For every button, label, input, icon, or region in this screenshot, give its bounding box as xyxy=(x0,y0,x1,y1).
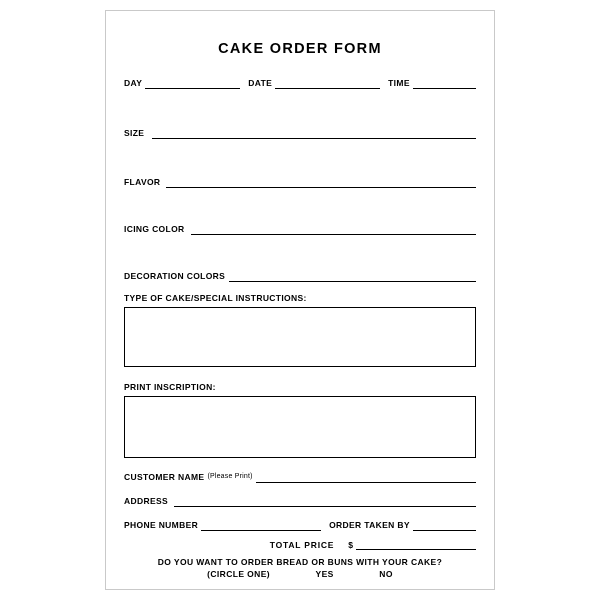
flavor-label: FLAVOR xyxy=(124,177,161,187)
print-inscription-label: PRINT INSCRIPTION: xyxy=(124,382,216,392)
field-row-customer-name xyxy=(124,467,476,483)
phone-number-label: PHONE NUMBER xyxy=(124,520,199,530)
circle-one-label: (CIRCLE ONE) xyxy=(207,569,271,579)
day-input[interactable] xyxy=(145,78,240,89)
flavor-input[interactable] xyxy=(166,177,476,188)
icing-color-label: ICING COLOR xyxy=(124,224,185,234)
decoration-colors-label: DECORATION COLORS xyxy=(124,271,226,281)
customer-name-note: (Please Print) xyxy=(207,473,253,480)
customer-name-input[interactable] xyxy=(256,472,476,483)
field-row-flavor xyxy=(124,172,476,188)
decoration-colors-input[interactable] xyxy=(229,271,476,282)
address-input[interactable] xyxy=(174,496,476,507)
day-label: DAY xyxy=(124,78,143,88)
date-label: DATE xyxy=(248,78,273,88)
order-taken-by-label: ORDER TAKEN BY xyxy=(329,520,410,530)
order-taken-by-input[interactable] xyxy=(413,520,476,531)
field-row-decoration-colors xyxy=(124,266,476,282)
size-input[interactable] xyxy=(152,128,476,139)
bread-question-label: DO YOU WANT TO ORDER BREAD OR BUNS WITH YOUR CAKE? xyxy=(157,557,443,567)
circle-one-row xyxy=(106,569,494,579)
total-price-label: TOTAL PRICE xyxy=(269,540,335,550)
size-label: SIZE xyxy=(124,128,145,138)
field-row-address xyxy=(124,491,476,507)
print-inscription-textarea[interactable] xyxy=(124,396,476,458)
yes-option[interactable]: YES xyxy=(315,569,334,579)
field-row-phone-order-taken xyxy=(124,515,476,531)
type-of-cake-textarea[interactable] xyxy=(124,307,476,367)
field-row-total-price xyxy=(124,539,476,550)
time-input[interactable] xyxy=(413,78,476,89)
field-row-day-date-time xyxy=(124,73,476,89)
phone-number-input[interactable] xyxy=(201,520,321,531)
icing-color-input[interactable] xyxy=(191,224,476,235)
time-label: TIME xyxy=(388,78,410,88)
type-of-cake-label: TYPE OF CAKE/SPECIAL INSTRUCTIONS: xyxy=(124,293,307,303)
field-row-icing-color xyxy=(124,219,476,235)
date-input[interactable] xyxy=(275,78,380,89)
no-option[interactable]: NO xyxy=(379,569,393,579)
currency-symbol: $ xyxy=(348,540,353,550)
total-price-input[interactable] xyxy=(356,539,476,550)
cake-order-form-sheet xyxy=(105,10,495,590)
address-label: ADDRESS xyxy=(124,496,169,506)
page-title: CAKE ORDER FORM xyxy=(218,41,382,57)
customer-name-label: CUSTOMER NAME xyxy=(124,472,205,482)
field-row-size xyxy=(124,123,476,139)
